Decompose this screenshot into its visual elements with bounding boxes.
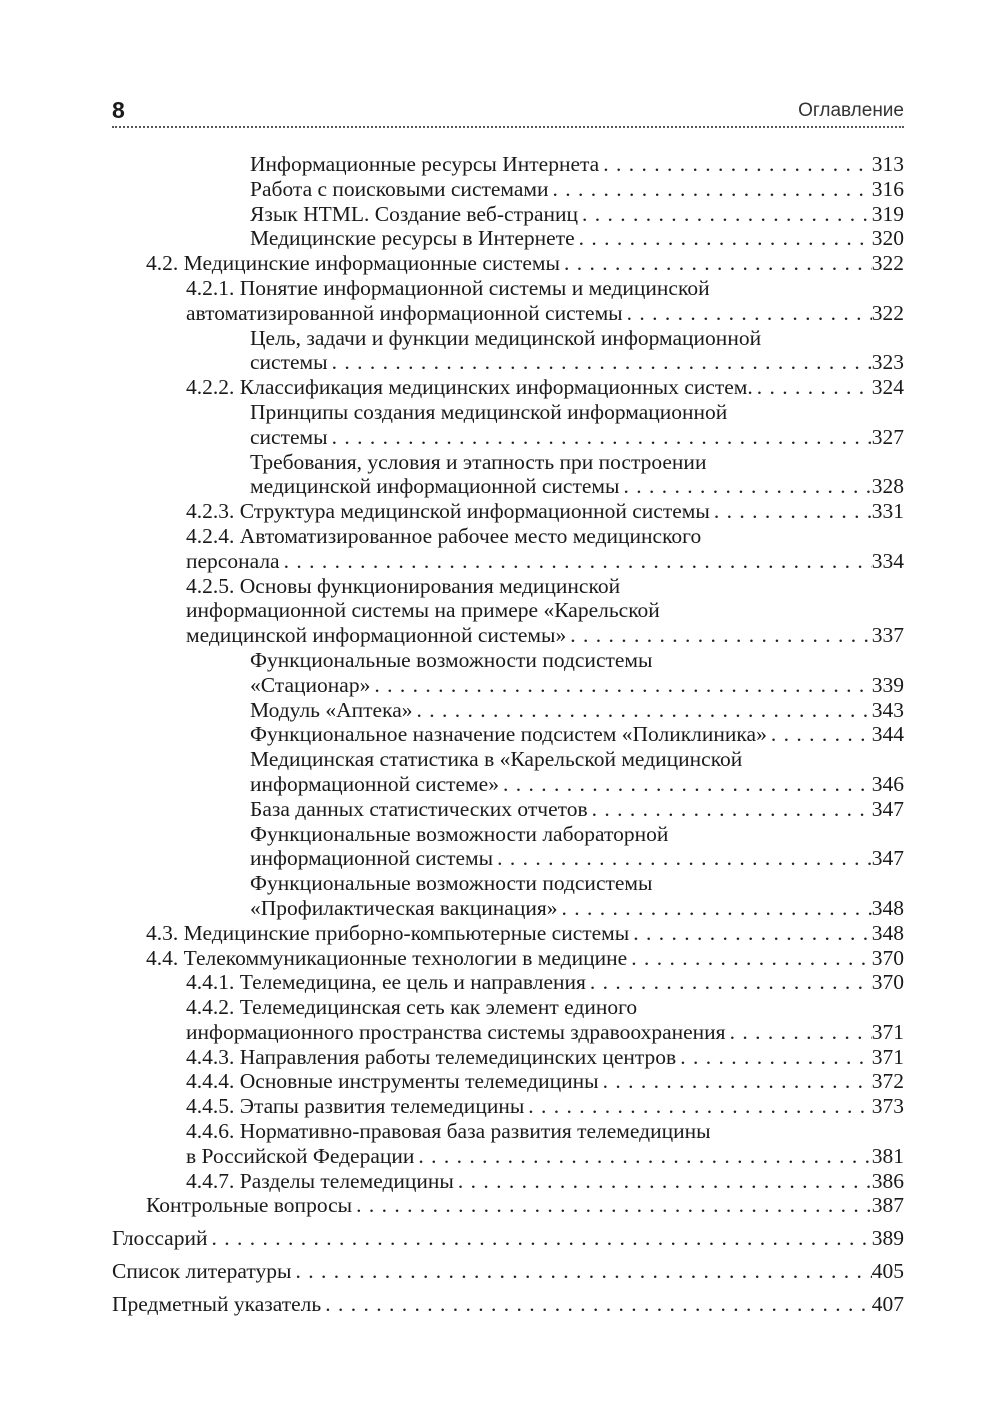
toc-entry-page-number: 405 bbox=[871, 1259, 904, 1284]
toc-entry-page-number: 327 bbox=[871, 424, 904, 449]
toc-entry-title-line: информационной системы на примере «Карельской bbox=[186, 598, 660, 623]
toc-entry-title: Медицинские ресурсы в Интернете bbox=[250, 226, 575, 251]
toc-entry-final-line bbox=[146, 1193, 904, 1218]
toc-entry[interactable] bbox=[112, 1069, 904, 1094]
toc-entry-final-line bbox=[250, 152, 904, 177]
toc-entry-final-line bbox=[112, 1259, 904, 1284]
toc-entry-title: Функциональное назначение подсистем «Поликлиника» bbox=[250, 722, 767, 747]
toc-entry[interactable] bbox=[112, 276, 904, 326]
dot-leader bbox=[627, 946, 872, 971]
toc-entry-page-number: 389 bbox=[871, 1226, 904, 1251]
toc-entry-page-number: 373 bbox=[871, 1094, 904, 1119]
toc-entry-title: 4.4.1. Телемедицина, ее цель и направления bbox=[186, 970, 586, 995]
toc-entry-final-line bbox=[186, 970, 904, 995]
dot-leader bbox=[328, 350, 872, 375]
dot-leader bbox=[566, 623, 872, 648]
dot-leader bbox=[599, 152, 872, 177]
toc-entry-page-number: 323 bbox=[871, 350, 904, 375]
toc-entry-final-line bbox=[250, 177, 904, 202]
dot-leader bbox=[370, 673, 871, 698]
toc-entry-final-line bbox=[250, 202, 904, 227]
toc-entry-title-line: Цель, задачи и функции медицинской информационной bbox=[250, 325, 762, 350]
toc-entry-title: информационного пространства системы здравоохранения bbox=[186, 1019, 726, 1044]
dot-leader bbox=[753, 375, 872, 400]
dot-leader bbox=[549, 177, 872, 202]
toc-entry-page-number: 370 bbox=[871, 970, 904, 995]
dot-leader bbox=[726, 1020, 872, 1045]
dot-leader bbox=[676, 1045, 872, 1070]
toc-entry[interactable] bbox=[112, 1094, 904, 1119]
dot-leader bbox=[207, 1226, 871, 1251]
toc-entry-title: медицинской информационной системы» bbox=[186, 623, 567, 648]
toc-entry-page-number: 370 bbox=[871, 945, 904, 970]
toc-entry-title: База данных статистических отчетов bbox=[250, 796, 588, 821]
toc-entry-title: Работа с поисковыми системами bbox=[250, 176, 549, 201]
toc-entry[interactable] bbox=[112, 226, 904, 251]
toc-entry-page-number: 372 bbox=[871, 1069, 904, 1094]
toc-entry-title: Информационные ресурсы Интернета bbox=[250, 152, 600, 176]
toc-entry-final-line bbox=[112, 1292, 904, 1317]
toc-entry-final-line bbox=[250, 474, 904, 499]
toc-entry-final-line bbox=[250, 350, 904, 375]
toc-entry[interactable] bbox=[112, 450, 904, 500]
toc-entry[interactable] bbox=[112, 524, 904, 574]
toc-entry-final-line bbox=[146, 251, 904, 276]
toc-entry[interactable] bbox=[112, 797, 904, 822]
toc-entry[interactable] bbox=[112, 970, 904, 995]
toc-entry-title-line: 4.4.6. Нормативно-правовая база развития телемедицины bbox=[186, 1119, 711, 1144]
toc-entry-title: Язык HTML. Создание веб-страниц bbox=[250, 201, 579, 226]
dot-leader bbox=[588, 797, 872, 822]
toc-entry-page-number: 386 bbox=[871, 1168, 904, 1193]
dot-leader bbox=[454, 1169, 872, 1194]
toc-entry-page-number: 320 bbox=[871, 226, 904, 251]
toc-entry-final-line bbox=[250, 698, 904, 723]
toc-entry-page-number: 371 bbox=[871, 1044, 904, 1069]
dot-leader bbox=[499, 772, 872, 797]
toc-entry-page-number: 328 bbox=[871, 474, 904, 499]
dot-leader bbox=[557, 896, 871, 921]
dot-leader bbox=[321, 1292, 872, 1317]
toc-entry[interactable] bbox=[112, 871, 904, 921]
dot-leader bbox=[767, 722, 872, 747]
toc-entry[interactable] bbox=[112, 648, 904, 698]
toc-entry-final-line bbox=[186, 1144, 904, 1169]
toc-entry-title: «Профилактическая вакцинация» bbox=[250, 895, 558, 920]
toc-entry-title: информационной системы bbox=[250, 846, 494, 871]
toc-entry-title-line: Функциональные возможности подсистемы bbox=[250, 647, 653, 672]
toc-entry-title: «Стационар» bbox=[250, 672, 371, 697]
toc-entry-title-line: Функциональные возможности лабораторной bbox=[250, 821, 669, 846]
toc-entry-final-line bbox=[186, 1069, 904, 1094]
toc-entry-page-number: 348 bbox=[871, 895, 904, 920]
toc-entry-page-number: 313 bbox=[871, 152, 904, 176]
toc-entry-page-number: 346 bbox=[871, 771, 904, 796]
toc-entry[interactable] bbox=[112, 400, 904, 450]
toc-entry-final-line bbox=[250, 772, 904, 797]
toc-entry-final-line bbox=[186, 549, 904, 574]
page-number: 8 bbox=[112, 97, 125, 123]
toc-entry-title: 4.4.7. Разделы телемедицины bbox=[186, 1168, 454, 1193]
toc-entry-final-line bbox=[186, 623, 904, 648]
dot-leader bbox=[623, 301, 872, 326]
toc-entry-page-number: 319 bbox=[871, 201, 904, 226]
toc-entry-page-number: 381 bbox=[871, 1143, 904, 1168]
toc-entry-title: в Российской Федерации bbox=[186, 1143, 415, 1168]
dot-leader bbox=[599, 1069, 872, 1094]
toc-entry-title-line: 4.2.4. Автоматизированное рабочее место медицинского bbox=[186, 523, 702, 548]
toc-entry-title: 4.4.4. Основные инструменты телемедицины bbox=[186, 1069, 599, 1094]
toc-entry-page-number: 322 bbox=[871, 251, 904, 276]
toc-entry-title-line: 4.2.5. Основы функционирования медицинской bbox=[186, 573, 621, 598]
toc-entry[interactable] bbox=[112, 1259, 904, 1284]
toc-entry-page-number: 347 bbox=[871, 796, 904, 821]
toc-entry[interactable] bbox=[112, 574, 904, 648]
dot-leader bbox=[578, 202, 872, 227]
dot-leader bbox=[560, 251, 872, 276]
toc-entry[interactable] bbox=[112, 1292, 904, 1317]
running-head-title: Оглавление bbox=[798, 100, 904, 121]
toc-entry[interactable] bbox=[112, 921, 904, 946]
toc-entry-title: 4.2. Медицинские информационные системы bbox=[146, 251, 560, 276]
toc-entry-title: 4.3. Медицинские приборно-компьютерные системы bbox=[146, 920, 630, 945]
dot-leader bbox=[413, 698, 872, 723]
toc-entry-page-number: 324 bbox=[871, 375, 904, 400]
table-of-contents bbox=[112, 152, 904, 1317]
toc-entry-title: 4.4.3. Направления работы телемедицинских центров bbox=[186, 1044, 677, 1069]
toc-entry-title: Контрольные вопросы bbox=[146, 1193, 353, 1218]
toc-entry[interactable] bbox=[112, 722, 904, 747]
dot-leader bbox=[352, 1193, 872, 1218]
dot-leader bbox=[328, 425, 872, 450]
toc-entry-title-line: Принципы создания медицинской информационной bbox=[250, 399, 728, 424]
dot-leader bbox=[586, 970, 872, 995]
toc-entry-page-number: 343 bbox=[871, 697, 904, 722]
toc-entry-title: Модуль «Аптека» bbox=[250, 697, 413, 722]
dot-leader bbox=[524, 1094, 871, 1119]
toc-entry-title-line: 4.4.2. Телемедицинская сеть как элемент единого bbox=[186, 995, 638, 1020]
toc-entry-final-line bbox=[146, 946, 904, 971]
toc-entry-page-number: 334 bbox=[871, 548, 904, 573]
toc-entry-final-line bbox=[250, 846, 904, 871]
toc-entry-final-line bbox=[250, 722, 904, 747]
toc-entry[interactable] bbox=[112, 1119, 904, 1169]
toc-entry-page-number: 331 bbox=[871, 499, 904, 524]
toc-entry-title-line: Требования, условия и этапность при построении bbox=[250, 449, 707, 474]
toc-entry-title-line: Медицинская статистика в «Карельской медицинской bbox=[250, 747, 743, 772]
toc-entry[interactable] bbox=[112, 1169, 904, 1194]
toc-entry-page-number: 337 bbox=[871, 623, 904, 648]
toc-entry[interactable] bbox=[112, 698, 904, 723]
toc-entry-page-number: 339 bbox=[871, 672, 904, 697]
toc-entry-final-line bbox=[250, 673, 904, 698]
toc-entry-final-line bbox=[250, 797, 904, 822]
toc-entry-title: 4.2.2. Классификация медицинских информационных систем. bbox=[186, 375, 753, 400]
toc-entry[interactable] bbox=[112, 375, 904, 400]
toc-entry-page-number: 347 bbox=[871, 846, 904, 871]
toc-entry-page-number: 371 bbox=[871, 1019, 904, 1044]
toc-entry-page-number: 316 bbox=[871, 176, 904, 201]
toc-entry-final-line bbox=[250, 226, 904, 251]
toc-entry[interactable] bbox=[112, 995, 904, 1045]
dot-leader bbox=[414, 1144, 871, 1169]
toc-entry[interactable] bbox=[112, 747, 904, 797]
toc-entry[interactable] bbox=[112, 177, 904, 202]
toc-entry-page-number: 322 bbox=[871, 300, 904, 325]
toc-entry-final-line bbox=[250, 425, 904, 450]
toc-entry-final-line bbox=[186, 1169, 904, 1194]
toc-entry[interactable] bbox=[112, 1193, 904, 1218]
dot-leader bbox=[575, 226, 872, 251]
dot-leader bbox=[493, 846, 872, 871]
toc-entry-page-number: 407 bbox=[871, 1291, 904, 1316]
toc-entry[interactable] bbox=[112, 499, 904, 524]
toc-entry-title: Список литературы bbox=[112, 1259, 292, 1284]
toc-entry-title: автоматизированной информационной системы bbox=[186, 300, 623, 325]
dot-leader bbox=[710, 499, 872, 524]
toc-entry[interactable] bbox=[112, 251, 904, 276]
toc-entry[interactable] bbox=[112, 1045, 904, 1070]
toc-entry[interactable] bbox=[112, 822, 904, 872]
toc-entry-final-line bbox=[186, 499, 904, 524]
toc-entry[interactable] bbox=[112, 946, 904, 971]
toc-entry[interactable] bbox=[112, 152, 904, 177]
running-head bbox=[112, 96, 904, 128]
toc-entry-final-line bbox=[250, 896, 904, 921]
toc-entry-final-line bbox=[112, 1226, 904, 1251]
toc-entry[interactable] bbox=[112, 202, 904, 227]
toc-entry-final-line bbox=[186, 1045, 904, 1070]
toc-entry-final-line bbox=[186, 1094, 904, 1119]
toc-entry-title: 4.2.3. Структура медицинской информационной системы bbox=[186, 499, 710, 524]
dot-leader bbox=[291, 1259, 871, 1284]
toc-entry[interactable] bbox=[112, 1226, 904, 1251]
toc-entry-title: Предметный указатель bbox=[112, 1291, 322, 1316]
toc-entry-title-line: Функциональные возможности подсистемы bbox=[250, 871, 653, 896]
toc-entry-title: Глоссарий bbox=[112, 1226, 208, 1251]
toc-entry-title: 4.4. Телекоммуникационные технологии в медицине bbox=[146, 945, 628, 970]
dot-leader bbox=[280, 549, 872, 574]
toc-entry-final-line bbox=[186, 301, 904, 326]
toc-entry-page-number: 344 bbox=[871, 722, 904, 747]
toc-entry-final-line bbox=[146, 921, 904, 946]
toc-entry-title: персонала bbox=[186, 548, 280, 573]
toc-entry-title: медицинской информационной системы bbox=[250, 474, 620, 499]
toc-entry[interactable] bbox=[112, 326, 904, 376]
toc-entry-title: системы bbox=[250, 350, 328, 375]
toc-entry-title: 4.4.5. Этапы развития телемедицины bbox=[186, 1094, 525, 1119]
toc-entry-page-number: 348 bbox=[871, 920, 904, 945]
toc-entry-final-line bbox=[186, 375, 904, 400]
dot-leader bbox=[619, 474, 871, 499]
toc-entry-title: информационной системе» bbox=[250, 771, 499, 796]
toc-entry-title: системы bbox=[250, 424, 328, 449]
toc-entry-page-number: 387 bbox=[871, 1193, 904, 1218]
toc-entry-title-line: 4.2.1. Понятие информационной системы и медицинской bbox=[186, 275, 710, 300]
dot-leader bbox=[629, 921, 872, 946]
toc-entry-final-line bbox=[186, 1020, 904, 1045]
